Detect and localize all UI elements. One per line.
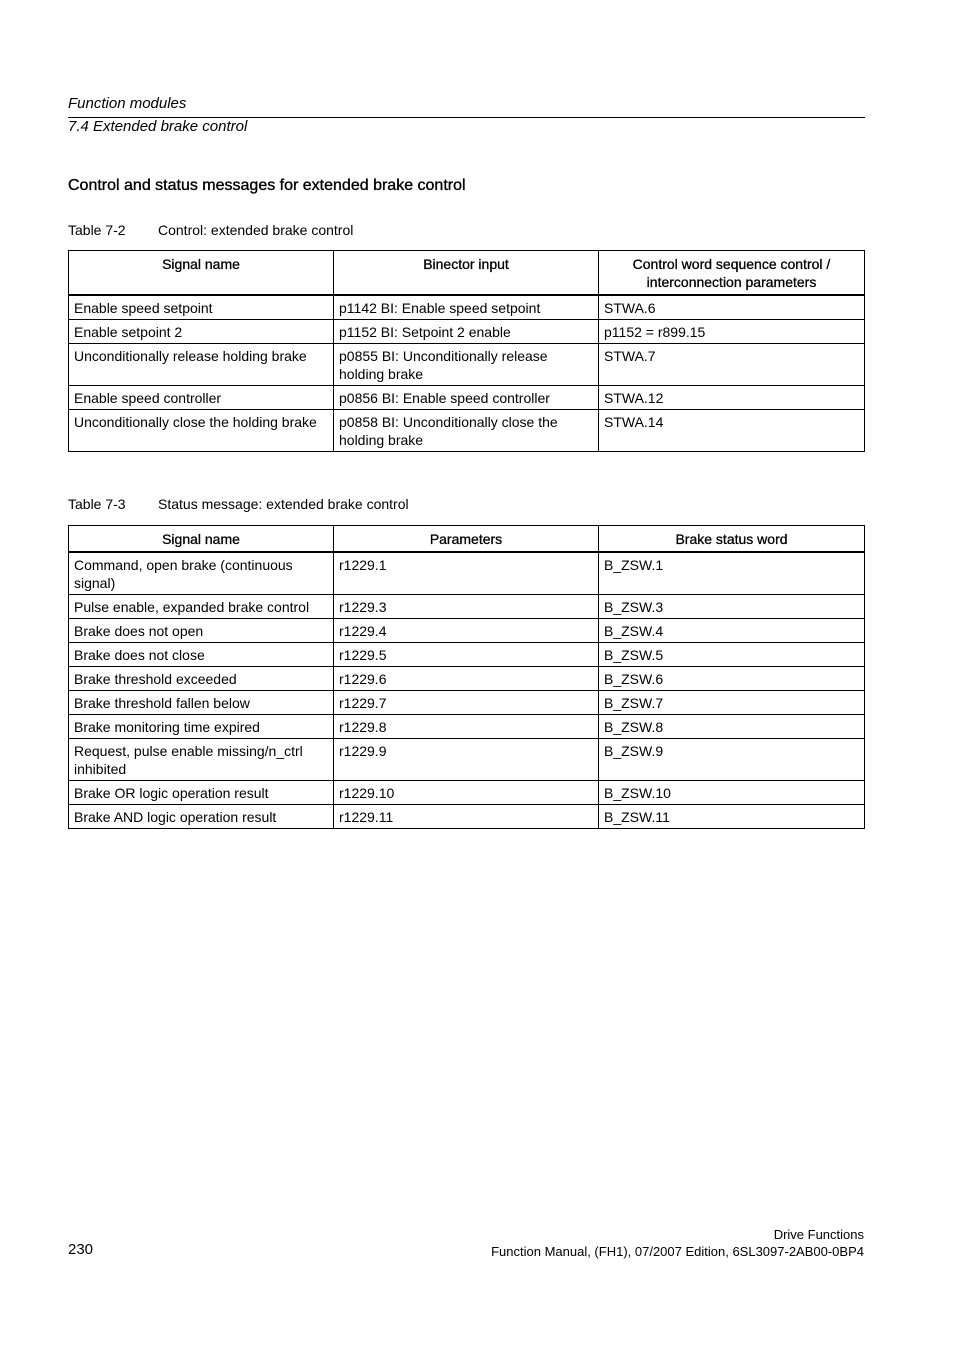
table-cell: B_ZSW.6 [599,667,865,691]
table-cell: p0858 BI: Unconditionally close the holding brake [334,410,599,452]
table-cell: Unconditionally release holding brake [69,344,334,386]
table-cell: Pulse enable, expanded brake control [69,595,334,619]
table-cell: r1229.7 [334,691,599,715]
table-cell: Brake threshold fallen below [69,691,334,715]
table-row [69,715,865,739]
table-cell: Enable speed setpoint [69,295,334,320]
table-cell: Enable speed controller [69,386,334,410]
table-cell: r1229.8 [334,715,599,739]
footer-manual-info: Function Manual, (FH1), 07/2007 Edition, 6SL3097-2AB00-0BP4 [491,1244,864,1259]
table-cell: p1142 BI: Enable speed setpoint [334,295,599,320]
table-cell: Brake does not close [69,643,334,667]
table-row [69,320,865,344]
table-row [69,805,865,829]
table1-number: Table 7-2 [68,222,126,238]
table-cell: Unconditionally close the holding brake [69,410,334,452]
table-cell: r1229.3 [334,595,599,619]
table1-caption [68,222,353,238]
table-cell: Brake threshold exceeded [69,667,334,691]
table-cell: r1229.11 [334,805,599,829]
table-row [69,344,865,386]
table-row [69,595,865,619]
table-row [69,410,865,452]
table-cell: B_ZSW.5 [599,643,865,667]
running-header-section: 7.4 Extended brake control [68,118,248,135]
table-row [69,619,865,643]
table-cell: Brake AND logic operation result [69,805,334,829]
table-cell: B_ZSW.9 [599,739,865,781]
table-row [69,295,865,320]
table-row [69,781,865,805]
table-cell: STWA.7 [599,344,865,386]
page-number: 230 [68,1241,94,1258]
table-cell: r1229.10 [334,781,599,805]
table-cell: STWA.6 [599,295,865,320]
table-row [69,386,865,410]
table-row [69,739,865,781]
table-row [69,552,865,595]
table-row [69,667,865,691]
table-cell: p0856 BI: Enable speed controller [334,386,599,410]
table-header-row [69,526,865,553]
table-cell: Request, pulse enable missing/n_ctrl inhibited [69,739,334,781]
table-cell: STWA.14 [599,410,865,452]
table-cell: B_ZSW.4 [599,619,865,643]
table1-caption-text: Control: extended brake control [158,222,354,238]
table-header-row [69,251,865,296]
table-cell: Brake monitoring time expired [69,715,334,739]
table-cell: Brake OR logic operation result [69,781,334,805]
control-table [68,250,865,452]
table-cell: r1229.9 [334,739,599,781]
table2-caption-text: Status message: extended brake control [158,496,409,512]
footer-title: Drive Functions [773,1227,864,1242]
table-cell: B_ZSW.8 [599,715,865,739]
table-row [69,643,865,667]
table2-number: Table 7-3 [68,496,126,512]
table-cell: r1229.5 [334,643,599,667]
table-cell: Brake does not open [69,619,334,643]
column-header: Parameters [334,526,599,553]
running-header-chapter: Function modules [68,95,187,112]
table2-caption [68,496,409,512]
table-cell: B_ZSW.10 [599,781,865,805]
section-title: Control and status messages for extended brake control [68,177,466,194]
table-cell: p1152 BI: Setpoint 2 enable [334,320,599,344]
table-cell: B_ZSW.3 [599,595,865,619]
table-cell: Enable setpoint 2 [69,320,334,344]
table-cell: B_ZSW.7 [599,691,865,715]
table-cell: r1229.6 [334,667,599,691]
table-cell: Command, open brake (continuous signal) [69,552,334,595]
status-table [68,525,865,829]
table-cell: STWA.12 [599,386,865,410]
table-row [69,691,865,715]
column-header: Binector input [334,251,599,296]
table-cell: B_ZSW.1 [599,552,865,595]
table-cell: r1229.1 [334,552,599,595]
table-cell: r1229.4 [334,619,599,643]
column-header: Brake status word [599,526,865,553]
table-cell: p0855 BI: Unconditionally release holding brake [334,344,599,386]
table-cell: p1152 = r899.15 [599,320,865,344]
column-header: Signal name [69,526,334,553]
column-header: Control word sequence control / interconnection parameters [599,251,865,296]
column-header: Signal name [69,251,334,296]
table-cell: B_ZSW.11 [599,805,865,829]
